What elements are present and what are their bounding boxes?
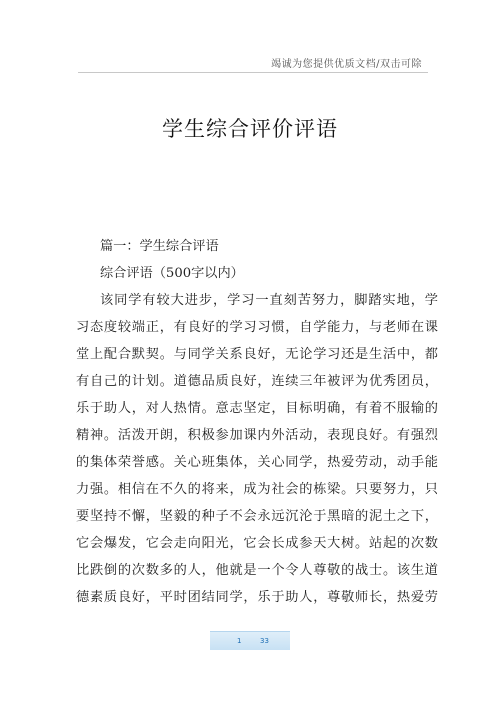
header-divider (78, 72, 428, 73)
subheading: 篇一：学生综合评语 (100, 239, 219, 254)
document-body (76, 233, 438, 611)
paragraph-line: 堂上配合默契。与同学关系良好，无论学习还是生活中，都 (76, 347, 438, 362)
paragraph-line: 乐于助人，对人热情。意志坚定，目标明确，有着不服输的 (76, 401, 438, 416)
paragraph-line: 的集体荣誉感。关心班集体，关心同学，热爱劳动，动手能 (76, 455, 438, 470)
paragraph-line: 精神。活泼开朗，积极参加课内外活动，表现良好。有强烈 (76, 428, 438, 443)
total-pages-number: 33 (260, 637, 269, 645)
paragraph-line: 要坚持不懈，坚毅的种子不会永远沉沦于黑暗的泥土之下， (76, 509, 438, 524)
paragraph-line: 该同学有较大进步，学习一直刻苦努力，脚踏实地，学 (100, 293, 438, 308)
page-indicator[interactable] (210, 631, 290, 650)
header-note: 竭诚为您提供优质文档/双击可除 (271, 59, 422, 70)
section-label: 综合评语（500字以内） (100, 266, 244, 281)
current-page-number: 1 (237, 637, 242, 645)
paragraph-line: 习态度较端正，有良好的学习习惯，自学能力，与老师在课 (76, 320, 438, 335)
paragraph-line: 德素质良好，平时团结同学，乐于助人，尊敬师长，热爱劳 (76, 590, 438, 605)
page-title: 学生综合评价评语 (162, 117, 338, 141)
paragraph-line: 比跌倒的次数多的人，他就是一个令人尊敬的战士。该生道 (76, 563, 438, 578)
paragraph-line: 力强。相信在不久的将来，成为社会的栋梁。只要努力，只 (76, 482, 438, 497)
paragraph-line: 有自己的计划。道德品质良好，连续三年被评为优秀团员， (76, 374, 438, 389)
paragraph-line: 它会爆发，它会走向阳光，它会长成参天大树。站起的次数 (76, 536, 438, 551)
